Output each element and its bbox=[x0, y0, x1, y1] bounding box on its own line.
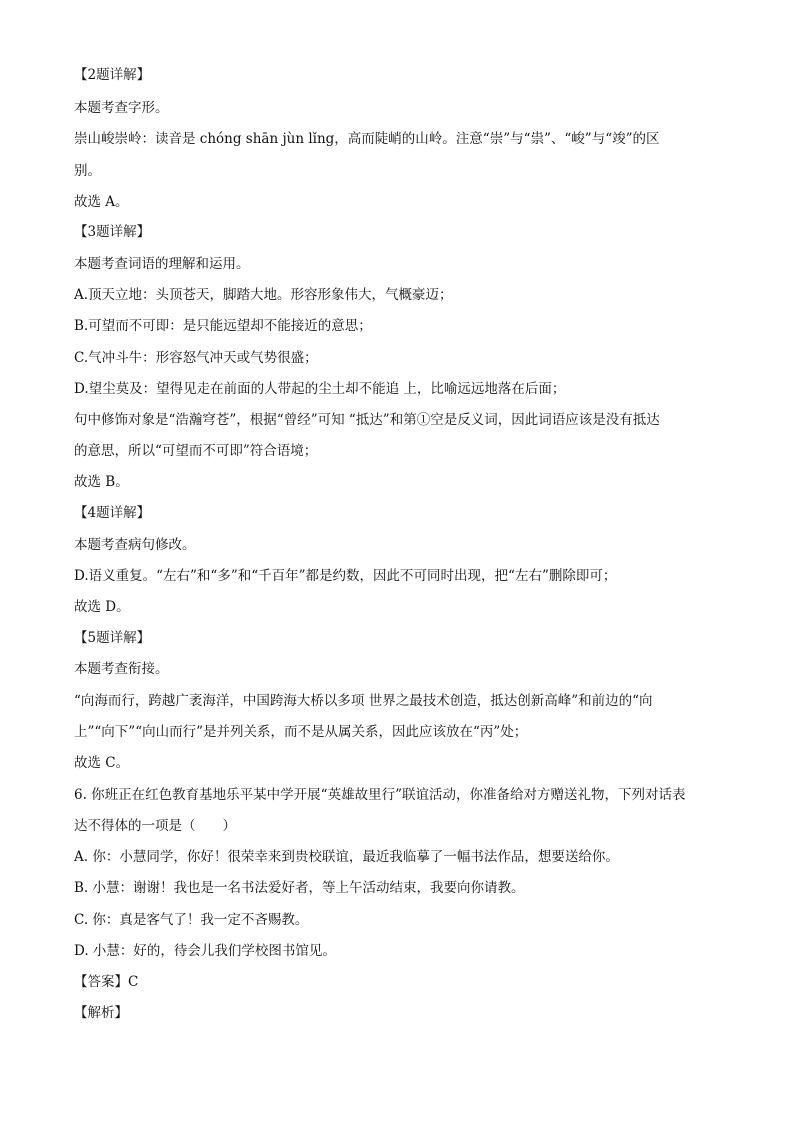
q2-topic: 本题考查字形。 bbox=[74, 100, 169, 116]
q6-question: 6. 你班正在红色教育基地乐平某中学开展“英雄故里行”联谊活动，你准备给对方赠送礼物，下列对话表 bbox=[74, 787, 686, 803]
q3-topic: 本题考查词语的理解和运用。 bbox=[74, 256, 250, 272]
q2-explanation: 崇山峻崇岭：读音是 chóng shān jùn lǐng，高而陡峭的山岭。注意“崇”与“祟”、“峻”与“竣”的区 bbox=[74, 131, 660, 147]
q3-analysis-cont: 的意思，所以“可望而不可即”符合语境； bbox=[74, 443, 318, 459]
q5-topic: 本题考查衔接。 bbox=[74, 661, 169, 677]
q5-explanation: “向海而行，跨越广袤海洋，中国跨海大桥以多项 世界之最技术创造，抵达创新高峰”和前边的“向 bbox=[74, 693, 653, 709]
q5-explanation-cont: 上”“向下”“向山而行”是并列关系，而不是从属关系，因此应该放在“丙”处； bbox=[74, 724, 528, 740]
q6-answer-label: 【答案】C bbox=[74, 974, 139, 990]
q6-question-cont: 达不得体的一项是（ ） bbox=[74, 818, 236, 834]
q6-option-c: C. 你：真是客气了！我一定不吝赐教。 bbox=[74, 912, 309, 928]
q3-option-a: A.顶天立地：头顶苍天，脚踏大地。形容形象伟大，气概豪迈； bbox=[74, 287, 453, 303]
q6-analysis-label: 【解析】 bbox=[74, 1005, 128, 1021]
q6-option-d: D. 小慧：好的，待会儿我们学校图书馆见。 bbox=[74, 943, 336, 959]
q3-answer: 故选 B。 bbox=[74, 474, 129, 490]
q3-option-c: C.气冲斗牛：形容怒气冲天或气势很盛； bbox=[74, 350, 318, 366]
q4-explanation: D.语义重复。“左右”和“多”和“千百年”都是约数，因此不可同时出现，把“左右”删除即可； bbox=[74, 568, 617, 584]
q5-answer: 故选 C。 bbox=[74, 755, 130, 771]
q2-explanation-cont: 别。 bbox=[74, 163, 101, 179]
q6-option-b: B. 小慧：谢谢！我也是一名书法爱好者，等上午活动结束，我要向你请教。 bbox=[74, 880, 525, 896]
q3-option-d: D.望尘莫及：望得见走在前面的人带起的尘土却不能追 上，比喻远远地落在后面； bbox=[74, 381, 566, 397]
q4-topic: 本题考查病句修改。 bbox=[74, 537, 196, 553]
q5-heading: 【5题详解】 bbox=[74, 630, 151, 646]
q3-heading: 【3题详解】 bbox=[74, 224, 151, 240]
q6-option-a: A. 你：小慧同学，你好！很荣幸来到贵校联谊，最近我临摹了一幅书法作品，想要送给你。 bbox=[74, 849, 619, 865]
q3-option-b: B.可望而不可即：是只能远望却不能接近的意思； bbox=[74, 318, 372, 334]
q4-heading: 【4题详解】 bbox=[74, 505, 151, 521]
q2-heading: 【2题详解】 bbox=[74, 67, 151, 83]
q2-answer: 故选 A。 bbox=[74, 194, 129, 210]
q3-analysis: 句中修饰对象是“浩瀚穹苍”，根据“曾经”可知 “抵达”和第①空是反义词，因此词语应该是没有抵达 bbox=[74, 412, 660, 428]
q4-answer: 故选 D。 bbox=[74, 599, 130, 615]
